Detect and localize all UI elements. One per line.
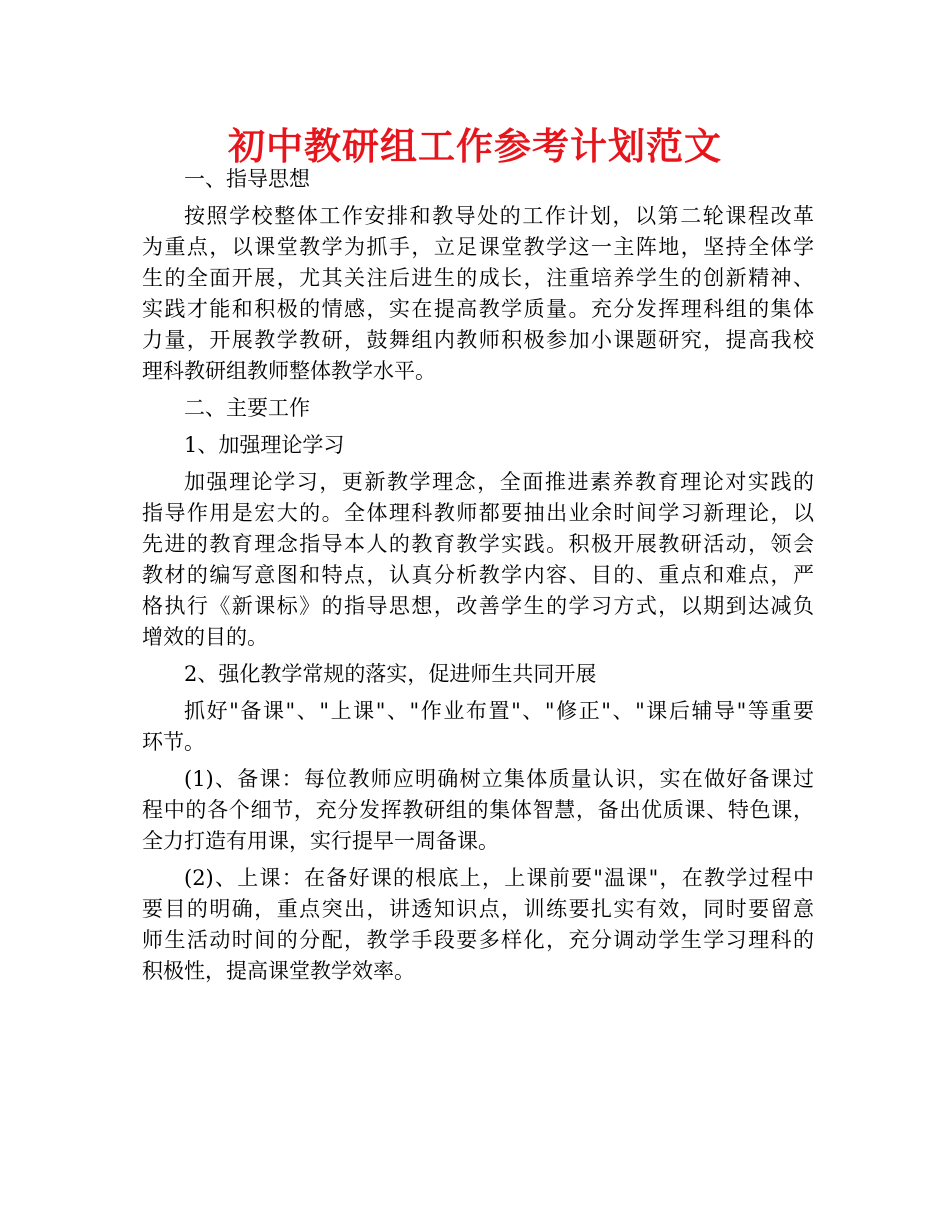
text-line: 抓好"备课"、"上课"、"作业布置"、"修正"、"课后辅导"等重要	[184, 699, 814, 723]
text-line: 一、指导思想	[184, 167, 310, 191]
document-title: 初中教研组工作参考计划范文	[228, 124, 722, 168]
subheading-theory-study	[142, 430, 814, 461]
text-line: 加强理论学习，更新教学理念，全面推进素养教育理论对实践的	[184, 470, 814, 494]
text-line: 教材的编写意图和特点，认真分析教学内容、目的、重点和难点，严	[142, 563, 814, 587]
text-line: 生的全面开展，尤其关注后进生的成长，注重培养学生的创新精神、	[142, 266, 814, 290]
text-line: 全力打造有用课，实行提早一周备课。	[142, 829, 499, 853]
paragraph-theory-study	[142, 467, 814, 653]
text-line: 按照学校整体工作安排和教导处的工作计划，以第二轮课程改革	[184, 204, 814, 228]
text-line: 指导作用是宏大的。全体理科教师都要抽出业余时间学习新理论，以	[142, 501, 814, 525]
text-line: 二、主要工作	[184, 396, 310, 420]
paragraph-key-links	[142, 696, 814, 758]
paragraph-lesson-preparation	[142, 764, 814, 857]
document-body	[142, 164, 814, 993]
paragraph-lecturing	[142, 863, 814, 987]
text-line: 环节。	[142, 730, 205, 754]
text-line: 增效的目的。	[142, 625, 268, 649]
text-line: 实践才能和积极的情感，实在提高教学质量。充分发挥理科组的集体	[142, 297, 814, 321]
text-line: 1、加强理论学习	[184, 433, 345, 457]
section-heading-main-work	[142, 393, 814, 424]
text-line: 程中的各个细节，充分发挥教研组的集体智慧，备出优质课、特色课，	[142, 798, 814, 822]
text-line: 先进的教育理念指导本人的教育教学实践。积极开展教研活动，领会	[142, 532, 814, 556]
text-line: (1)、备课：每位教师应明确树立集体质量认识，实在做好备课过	[184, 767, 814, 791]
text-line: 要目的明确，重点突出，讲透知识点，训练要扎实有效，同时要留意	[142, 897, 814, 921]
section-heading-guiding-thought	[142, 164, 814, 195]
text-line: 积极性，提高课堂教学效率。	[142, 959, 415, 983]
text-line: 格执行《新课标》的指导思想，改善学生的学习方式，以期到达减负	[142, 594, 814, 618]
text-line: 理科教研组教师整体教学水平。	[142, 359, 436, 383]
text-line: 为重点，以课堂教学为抓手，立足课堂教学这一主阵地，坚持全体学	[142, 235, 814, 259]
text-line: (2)、上课：在备好课的根底上，上课前要"温课"，在教学过程中	[184, 866, 814, 890]
paragraph-guiding-thought	[142, 201, 814, 387]
subheading-teaching-routine	[142, 659, 814, 690]
text-line: 师生活动时间的分配，教学手段要多样化，充分调动学生学习理科的	[142, 928, 814, 952]
text-line: 力量，开展教学教研，鼓舞组内教师积极参加小课题研究，提高我校	[142, 328, 814, 352]
text-line: 2、强化教学常规的落实，促进师生共同开展	[184, 662, 597, 686]
